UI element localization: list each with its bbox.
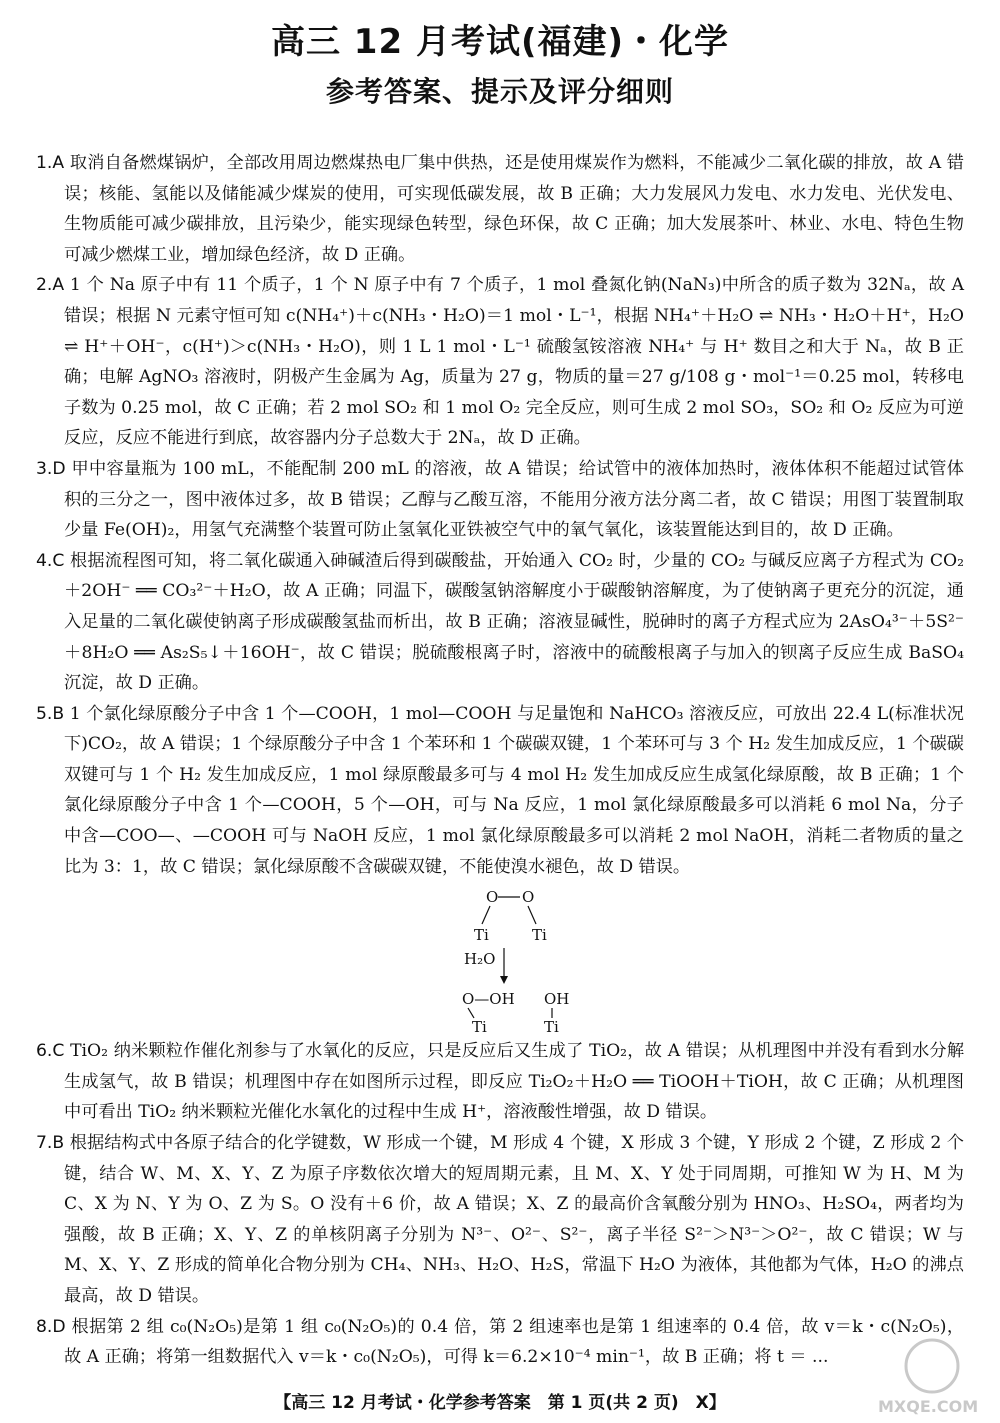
answer-number: 1.A	[36, 153, 65, 173]
answer-list	[36, 148, 964, 1373]
answer-item-3	[36, 454, 964, 546]
answer-text: 根据第 2 组 c₀(N₂O₅)是第 1 组 c₀(N₂O₅)的 0.4 倍，第 2 组速率也是第 1 组速率的 0.4 倍，故 v＝k・c(N₂O₅)，故 A 正确；将第一组数据代入 v＝k・c₀(N₂O₅)，可得 k＝6.2×10⁻⁴ min⁻¹，故 B 正确；将 t ＝ ...	[64, 1316, 965, 1368]
answer-text: 1 个氯化绿原酸分子中含 1 个—COOH，1 mol—COOH 与足量饱和 NaHCO₃ 溶液反应，可放出 22.4 L(标准状况下)CO₂，故 A 错误；1 个绿原酸分子中含 1 个苯环和 1 个碳碳双键，1 个苯环可与 3 个 H₂ 发生加成反应，1 个碳碳双键可与 1 个 H₂ 发生加成反应，1 mol 绿原酸最多可与 4 mol H₂ 发生加成反应生成氢化绿原酸，故 B 正确；1 个氯化绿原酸分子中含 1 个—COOH，5 个—OH，可与 Na 反应，1 mol 氯化绿原酸最多可以消耗 6 mol Na，分子中含—COO—、—COOH 可与 NaOH 反应，1 mol 氯化绿原酸最多可以消耗 2 mol NaOH，消耗二者物质的量之比为 3：1，故 C 错误；氯化绿原酸不含碳碳双键，不能使溴水褪色，故 D 错误。	[64, 703, 964, 877]
diagram-ti-1: Ti	[474, 926, 489, 945]
diagram-ooh: O—OH	[462, 990, 515, 1009]
page-title: 高三 12 月考试(福建)・化学	[270, 22, 730, 62]
diagram-ti-4: Ti	[544, 1018, 559, 1035]
answer-item-7	[36, 1128, 964, 1312]
answer-text: 取消自备燃煤锅炉，全部改用周边燃煤热电厂集中供热，还是使用煤炭作为燃料，不能减少二氧化碳的排放，故 A 错误；核能、氢能以及储能减少煤炭的使用，可实现低碳发展，故 B 正确；大力发展风力发电、水力发电、光伏发电、生物质能可减少碳排放，且污染少，能实现绿色转型，绿色环保，故 C 正确；加大发展茶叶、林业、水电、特色生物可减少燃煤工业，增加绿色经济，故 D 正确。	[64, 153, 964, 265]
ti-mechanism-diagram	[448, 884, 588, 1034]
answer-number: 4.C	[36, 550, 65, 571]
answer-text: TiO₂ 纳米颗粒作催化剂参与了水氧化的反应，只是反应后又生成了 TiO₂，故 A 错误；从机理图中并没有看到水分解生成氢气，故 B 错误；机理图中存在如图所示过程，即反应 Ti₂O₂＋H₂O ══ TiOOH＋TiOH，故 C 正确；从机理图中可看出 TiO₂ 纳米颗粒光催化水氧化的过程中生成 H⁺，溶液酸性增强，故 D 错误。	[64, 1041, 965, 1123]
answer-item-6	[36, 1036, 964, 1128]
diagram-oh: OH	[544, 990, 570, 1009]
page-subtitle: 参考答案、提示及评分细则	[325, 75, 674, 108]
answer-number: 5.B	[36, 703, 65, 724]
answer-item-4	[36, 546, 964, 699]
answer-number: 2.A	[36, 275, 65, 296]
diagram-o-left: O	[486, 888, 499, 907]
diagram-ti-2: Ti	[532, 926, 547, 945]
answer-number: 7.B	[36, 1133, 65, 1154]
answer-item-1	[36, 148, 964, 270]
answer-text: 1 个 Na 原子中有 11 个质子，1 个 N 原子中有 7 个质子，1 mol 叠氮化钠(NaN₃)中所含的质子数为 32Nₐ，故 A 错误；根据 N 元素守恒可知 c(NH₄⁺)＋c(NH₃・H₂O)＝1 mol・L⁻¹，根据 NH₄⁺＋H₂O ⇌ NH₃・H₂O＋H⁺，H₂O ⇌ H⁺＋OH⁻，c(H⁺)＞c(NH₃・H₂O)，则 1 L 1 mol・L⁻¹ 硫酸氢铵溶液 NH₄⁺ 与 H⁺ 数目之和大于 Nₐ，故 B 正确；电解 AgNO₃ 溶液时，阴极产生金属为 Ag，质量为 27 g，物质的量＝27 g/108 g・mol⁻¹＝0.25 mol，转移电子数为 0.25 mol，故 C 正确；若 2 mol SO₂ 和 1 mol O₂ 完全反应，则可生成 2 mol SO₃，SO₂ 和 O₂ 反应为可逆反应，反应不能进行到底，故容器内分子总数大于 2Nₐ，故 D 正确。	[64, 275, 964, 449]
diagram-h2o-label: H₂O	[464, 950, 496, 969]
answer-number: 8.D	[36, 1316, 66, 1337]
watermark-text: MXQE.COM	[878, 1397, 979, 1416]
answer-text: 根据流程图可知，将二氧化碳通入砷碱渣后得到碳酸盐，开始通入 CO₂ 时，少量的 CO₂ 与碱反应离子方程式为 CO₂＋2OH⁻ ══ CO₃²⁻＋H₂O，故 A 正确；同温下，碳酸氢钠溶解度小于碳酸钠溶解度，为了使钠离子更充分的沉淀，通入足量的二氧化碳使钠离子形成碳酸氢盐而析出，故 B 正确；溶液显碱性，脱砷时的离子方程式应为 2AsO₄³⁻＋5S²⁻＋8H₂O ══ As₂S₅↓＋16OH⁻，故 C 错误；脱硫酸根离子时，溶液中的硫酸根离子与加入的钡离子反应生成 BaSO₄ 沉淀，故 D 正确。	[64, 550, 965, 694]
answer-number: 6.C	[36, 1041, 65, 1062]
diagram-o-right: O	[522, 888, 535, 907]
answer-item-2	[36, 270, 964, 454]
answer-item-8	[36, 1312, 964, 1373]
page-footer: 【高三 12 月考试・化学参考答案 第 1 页(共 2 页) X】	[274, 1393, 726, 1413]
answer-item-5	[36, 699, 964, 883]
answer-text: 甲中容量瓶为 100 mL，不能配制 200 mL 的溶液，故 A 错误；给试管中的液体加热时，液体体积不能超过试管体积的三分之一，图中液体过多，故 B 错误；乙醇与乙酸互溶，不能用分液方法分离二者，故 C 错误；用图丁装置制取少量 Fe(OH)₂，用氢气充满整个装置可防止氢氧化亚铁被空气中的氧气氧化，该装置能达到目的，故 D 正确。	[64, 458, 964, 541]
answer-text: 根据结构式中各原子结合的化学键数，W 形成一个键，M 形成 4 个键，X 形成 3 个键，Y 形成 2 个键，Z 形成 2 个键，结合 W、M、X、Y、Z 为原子序数依次增大的短周期元素，且 M、X、Y 处于同周期，可推知 W 为 H、M 为 C、X 为 N、Y 为 O、Z 为 S。O 没有＋6 价，故 A 错误；X、Z 的最高价含氧酸分别为 HNO₃、H₂SO₄，两者均为强酸，故 B 正确；X、Y、Z 的单核阴离子分别为 N³⁻、O²⁻、S²⁻，离子半径 S²⁻＞N³⁻＞O²⁻，故 C 错误；W 与 M、X、Y、Z 形成的简单化合物分别为 CH₄、NH₃、H₂O、H₂S，常温下 H₂O 为液体，其他都为气体，H₂O 的沸点最高，故 D 错误。	[64, 1133, 964, 1306]
diagram-ti-3: Ti	[472, 1018, 487, 1035]
answer-number: 3.D	[36, 458, 66, 479]
